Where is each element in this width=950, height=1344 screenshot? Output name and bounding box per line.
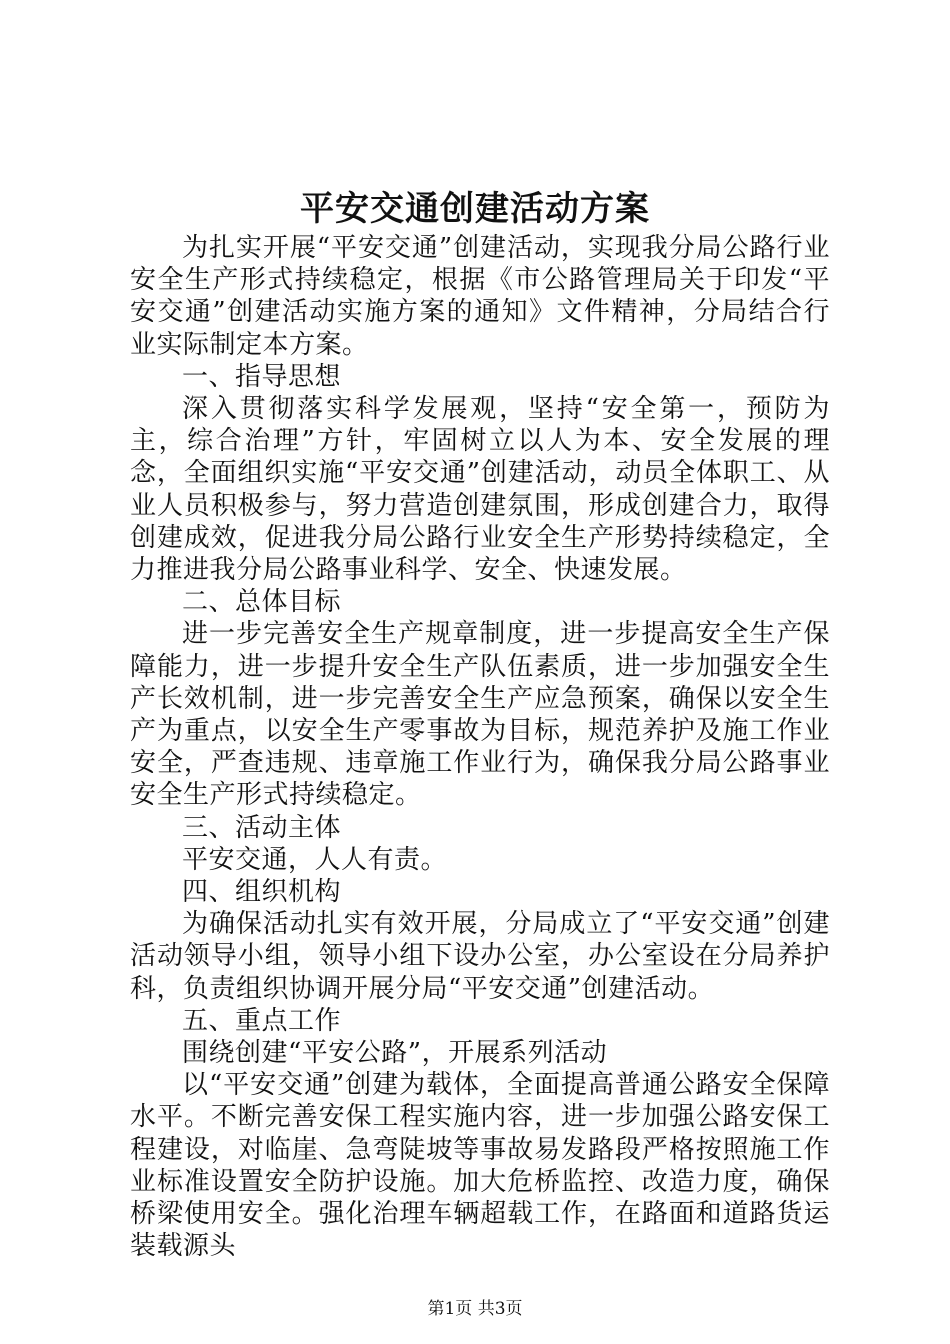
paragraph-organization: 为确保活动扎实有效开展，分局成立了“平安交通”创建活动领导小组，领导小组下设办公室，办公室设在分局养护科，负责组织协调开展分局“平安交通”创建活动。 xyxy=(130,909,830,1004)
page-title: 平安交通创建活动方案 xyxy=(300,189,650,229)
paragraph-key-work: 以“平安交通”创建为载体，全面提高普通公路安全保障水平。不断完善安保工程实施内容，进一步加强公路安保工程建设，对临崖、急弯陡坡等事故易发路段严格按照施工作业标准设置安全防护设施。加大危桥监控、改造力度，确保桥梁使用安全。强化治理车辆超载工作，在路面和道路货运装载源头 xyxy=(130,1070,830,1262)
section-heading-organization: 四、组织机构 xyxy=(182,877,342,908)
section-heading-overall-goals: 二、总体目标 xyxy=(182,587,342,618)
paragraph-overall-goals: 进一步完善安全生产规章制度，进一步提高安全生产保障能力，进一步提升安全生产队伍素质，进一步加强安全生产长效机制，进一步完善安全生产应急预案，确保以安全生产为重点，以安全生产零事故为目标，规范养护及施工作业安全，严查违规、违章施工作业行为，确保我分局公路事业安全生产形式持续稳定。 xyxy=(130,619,830,811)
page-footer: 第1页 共3页 xyxy=(427,1299,523,1319)
section-heading-guiding-ideology: 一、指导思想 xyxy=(182,361,342,392)
section-heading-key-work: 五、重点工作 xyxy=(182,1005,342,1036)
intro-paragraph: 为扎实开展“平安交通”创建活动，实现我分局公路行业安全生产形式持续稳定，根据《市公路管理局关于印发“平安交通”创建活动实施方案的通知》文件精神，分局结合行业实际制定本方案。 xyxy=(130,233,830,360)
paragraph-guiding-ideology: 深入贯彻落实科学发展观，坚持“安全第一，预防为主，综合治理”方针，牢固树立以人为本、安全发展的理念，全面组织实施“平安交通”创建活动，动员全体职工、从业人员积极参与，努力营造创建氛围，形成创建合力，取得创建成效，促进我分局公路行业安全生产形势持续稳定，全力推进我分局公路事业科学、安全、快速发展。 xyxy=(130,394,830,586)
paragraph-activity-subject: 平安交通，人人有责。 xyxy=(182,844,448,875)
section-heading-activity-subject: 三、活动主体 xyxy=(182,812,342,843)
subheading-safe-road: 围绕创建“平安公路”，开展系列活动 xyxy=(182,1038,608,1069)
document-body xyxy=(130,232,830,1263)
